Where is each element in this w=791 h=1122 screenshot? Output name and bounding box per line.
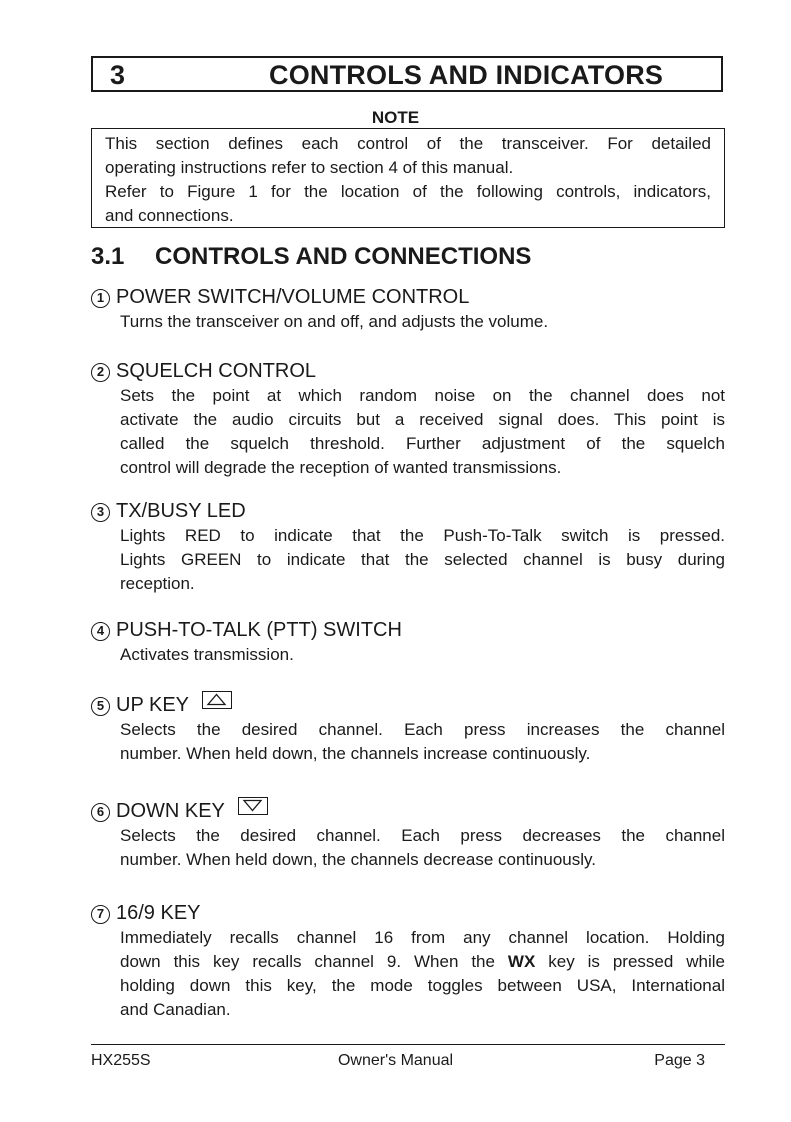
description-line: and Canadian.: [120, 1000, 231, 1019]
circled-number-marker: 3: [91, 503, 110, 522]
description-line: control will degrade the reception of wanted transmissions.: [120, 458, 562, 477]
item-title-row: [91, 284, 725, 310]
description-line: Immediately recalls channel 16 from any channel location. Holding: [120, 928, 725, 947]
description-line: activate the audio circuits but a received signal does. This point is: [120, 410, 725, 429]
item-title: POWER SWITCH/VOLUME CONTROL: [116, 286, 470, 308]
description-line: Activates transmission.: [120, 645, 294, 664]
note-box: [91, 128, 725, 228]
item-description: [120, 824, 725, 872]
item-description: [120, 643, 725, 667]
footer-rule: [91, 1044, 725, 1045]
item-title: TX/BUSY LED: [116, 500, 246, 522]
item-title: PUSH-TO-TALK (PTT) SWITCH: [116, 619, 402, 641]
circled-number-marker: 7: [91, 905, 110, 924]
description-line: Turns the transceiver on and off, and adjusts the volume.: [120, 312, 549, 331]
description-line: Selects the desired channel. Each press increases the channel: [120, 720, 725, 739]
note-line: Refer to Figure 1 for the location of the following controls, indicators,: [105, 182, 711, 201]
control-item: [91, 617, 725, 667]
control-item: [91, 358, 725, 480]
control-item: [91, 691, 725, 766]
section-number: 3.1: [91, 243, 125, 270]
item-description: [120, 524, 725, 596]
control-item: [91, 900, 725, 1022]
description-text: down this key recalls channel 9. When the: [120, 952, 495, 971]
footer-page-number: Page 3: [654, 1052, 705, 1069]
up-triangle-key-icon: [202, 691, 232, 709]
circled-number-marker: 1: [91, 289, 110, 308]
description-line: reception.: [120, 574, 195, 593]
circled-number-marker: 4: [91, 622, 110, 641]
item-title-row: [91, 358, 725, 384]
description-line: Lights GREEN to indicate that the selected channel is busy during: [120, 550, 725, 569]
item-title-row: [91, 797, 725, 824]
item-description: [120, 384, 725, 480]
chapter-number: 3: [110, 60, 126, 90]
description-line: Lights RED to indicate that the Push-To-Talk switch is pressed.: [120, 526, 725, 545]
description-text: key is pressed while: [548, 952, 725, 971]
item-title-row: [91, 691, 725, 718]
description-line: number. When held down, the channels decrease continuously.: [120, 850, 596, 869]
description-line: number. When held down, the channels increase continuously.: [120, 744, 591, 763]
description-line: Sets the point at which random noise on the channel does not: [120, 386, 725, 405]
description-line: [120, 950, 725, 974]
item-title-row: [91, 617, 725, 643]
item-title: UP KEY: [116, 694, 189, 716]
circled-number-marker: 6: [91, 803, 110, 822]
item-description: [120, 926, 725, 1022]
note-line: operating instructions refer to section 4 of this manual.: [105, 158, 514, 177]
chapter-heading-box: [91, 56, 723, 92]
circled-number-marker: 2: [91, 363, 110, 382]
note-line: and connections.: [105, 206, 234, 225]
description-line: called the squelch threshold. Further adjustment of the squelch: [120, 434, 725, 453]
item-title-row: [91, 900, 725, 926]
description-line: holding down this key, the mode toggles between USA, International: [120, 976, 725, 995]
wx-key-name: WX: [507, 952, 536, 971]
item-description: [120, 310, 725, 334]
note-heading: NOTE: [371, 108, 420, 127]
item-title: SQUELCH CONTROL: [116, 360, 317, 382]
footer-model: HX255S: [91, 1052, 151, 1069]
down-triangle-key-icon: [238, 797, 268, 815]
note-line: This section defines each control of the transceiver. For detailed: [105, 134, 711, 153]
item-title-row: [91, 498, 725, 524]
control-item: [91, 284, 725, 334]
control-item: [91, 498, 725, 596]
section-heading: [91, 243, 531, 271]
circled-number-marker: 5: [91, 697, 110, 716]
control-item: [91, 797, 725, 872]
chapter-title: CONTROLS AND INDICATORS: [269, 60, 664, 90]
footer-document-title: Owner's Manual: [337, 1052, 454, 1069]
item-title: DOWN KEY: [116, 800, 225, 822]
item-title: 16/9 KEY: [116, 902, 201, 924]
section-title: CONTROLS AND CONNECTIONS: [155, 243, 532, 270]
item-description: [120, 718, 725, 766]
description-line: Selects the desired channel. Each press decreases the channel: [120, 826, 725, 845]
